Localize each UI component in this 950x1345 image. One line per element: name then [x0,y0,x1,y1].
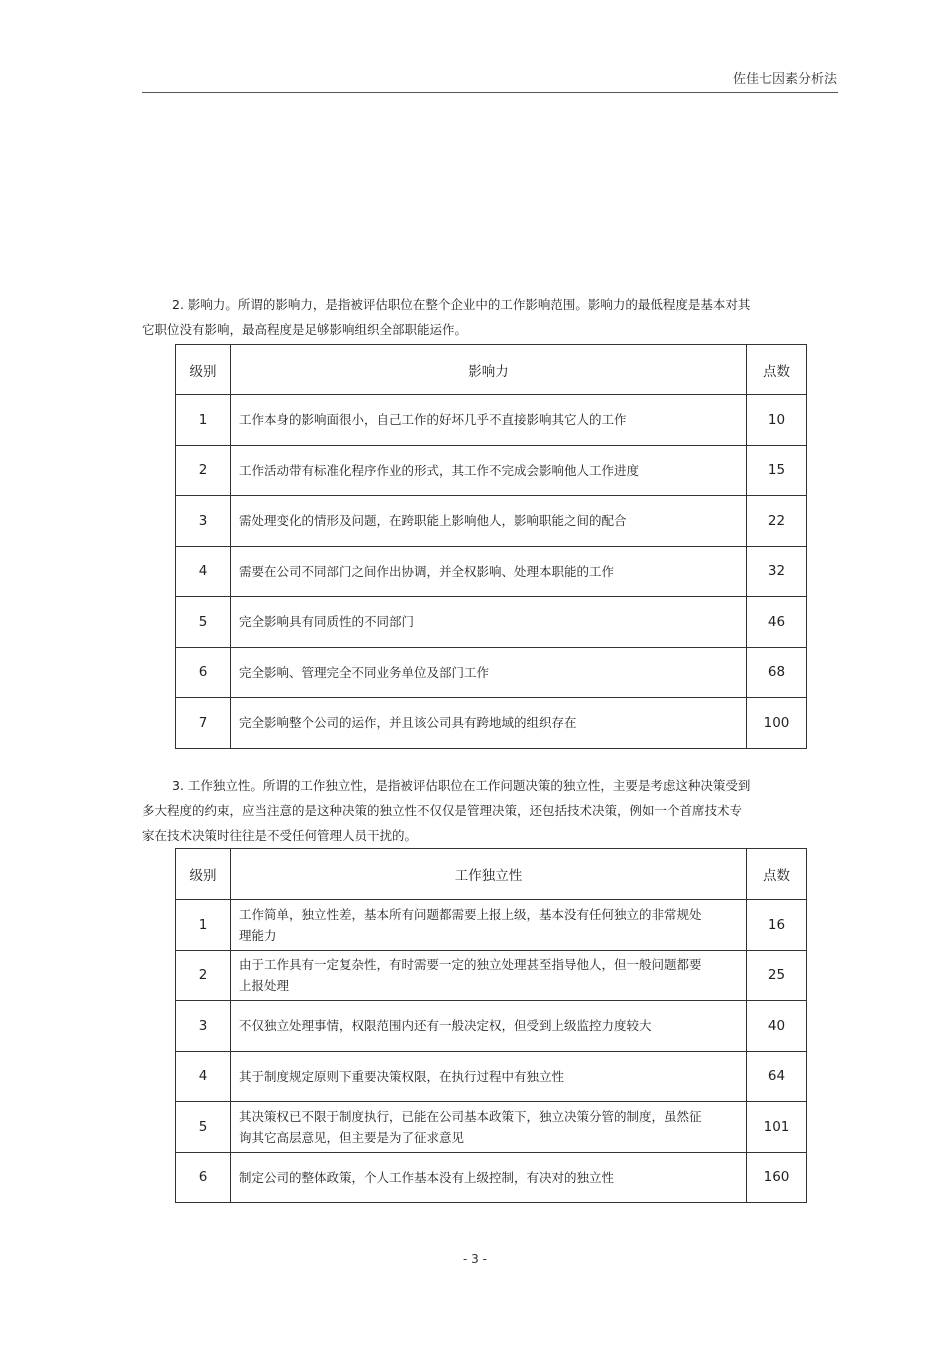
header-points: 点数 [747,345,807,395]
description-cell: 完全影响、管理完全不同业务单位及部门工作 [231,647,747,698]
points-cell: 10 [747,395,807,446]
table-row [176,546,807,597]
influence-table [175,344,807,749]
description-cell: 制定公司的整体政策，个人工作基本没有上级控制，有决对的独立性 [231,1152,747,1203]
level-cell: 6 [176,1152,231,1203]
level-cell: 3 [176,1001,231,1052]
points-cell: 160 [747,1152,807,1203]
table-row [176,1001,807,1052]
points-cell: 40 [747,1001,807,1052]
level-cell: 1 [176,395,231,446]
points-cell: 32 [747,546,807,597]
level-cell: 3 [176,496,231,547]
header-level: 级别 [176,849,231,900]
level-cell: 1 [176,900,231,951]
description-cell: 其决策权已不限于制度执行，已能在公司基本政策下，独立决策分管的制度，虽然征询其它高层意见，但主要是为了征求意见 [231,1102,747,1153]
section2-para-line1: 2. 影响力。所谓的影响力，是指被评估职位在整个企业中的工作影响范围。影响力的最低程度是基本对其 [172,297,751,312]
description-cell: 不仅独立处理事情，权限范围内还有一般决定权，但受到上级监控力度较大 [231,1001,747,1052]
table-row [176,1102,807,1153]
points-cell: 22 [747,496,807,547]
points-cell: 25 [747,950,807,1001]
description-cell: 工作本身的影响面很小，自己工作的好坏几乎不直接影响其它人的工作 [231,395,747,446]
header-points: 点数 [747,849,807,900]
description-cell: 完全影响整个公司的运作，并且该公司具有跨地域的组织存在 [231,698,747,749]
section3-para-line1: 3. 工作独立性。所谓的工作独立性，是指被评估职位在工作问题决策的独立性，主要是考虑这种决策受到 [172,778,751,793]
level-cell: 5 [176,1102,231,1153]
level-cell: 6 [176,647,231,698]
points-cell: 68 [747,647,807,698]
independence-table-body [176,900,807,1203]
description-cell: 工作简单，独立性差，基本所有问题都需要上报上级，基本没有任何独立的非常规处理能力 [231,900,747,951]
table-row [176,1051,807,1102]
points-cell: 64 [747,1051,807,1102]
table-row [176,698,807,749]
level-cell: 2 [176,445,231,496]
description-cell: 其于制度规定原则下重要决策权限，在执行过程中有独立性 [231,1051,747,1102]
table-row [176,597,807,648]
description-cell: 完全影响具有同质性的不同部门 [231,597,747,648]
table-row [176,900,807,951]
description-cell: 工作活动带有标准化程序作业的形式，其工作不完成会影响他人工作进度 [231,445,747,496]
table-row [176,950,807,1001]
independence-table [175,848,807,1203]
points-cell: 46 [747,597,807,648]
table-row [176,395,807,446]
header-level: 级别 [176,345,231,395]
description-cell: 由于工作具有一定复杂性，有时需要一定的独立处理甚至指导他人，但一般问题都要上报处理 [231,950,747,1001]
table-row [176,1152,807,1203]
level-cell: 4 [176,546,231,597]
points-cell: 15 [747,445,807,496]
points-cell: 101 [747,1102,807,1153]
header-independence: 工作独立性 [231,849,747,900]
level-cell: 5 [176,597,231,648]
table-row [176,445,807,496]
section3-paragraph [142,773,807,848]
description-cell: 需处理变化的情形及问题，在跨职能上影响他人，影响职能之间的配合 [231,496,747,547]
influence-table-body [176,395,807,749]
page-header-title: 佐佳七因素分析法 [732,72,837,87]
table-row [176,647,807,698]
header-influence: 影响力 [231,345,747,395]
level-cell: 4 [176,1051,231,1102]
page-number: - 3 - [463,1252,487,1266]
section3-para-line2: 多大程度的约束，应当注意的是这种决策的独立性不仅仅是管理决策，还包括技术决策，例如一个首席技术专 [142,803,743,818]
table-row [176,496,807,547]
section3-para-line3: 家在技术决策时往往是不受任何管理人员干扰的。 [142,828,418,843]
header-rule [142,92,838,93]
points-cell: 16 [747,900,807,951]
level-cell: 7 [176,698,231,749]
section2-paragraph [142,292,807,342]
section2-para-line2: 它职位没有影响，最高程度是足够影响组织全部职能运作。 [142,322,468,337]
points-cell: 100 [747,698,807,749]
description-cell: 需要在公司不同部门之间作出协调，并全权影响、处理本职能的工作 [231,546,747,597]
level-cell: 2 [176,950,231,1001]
